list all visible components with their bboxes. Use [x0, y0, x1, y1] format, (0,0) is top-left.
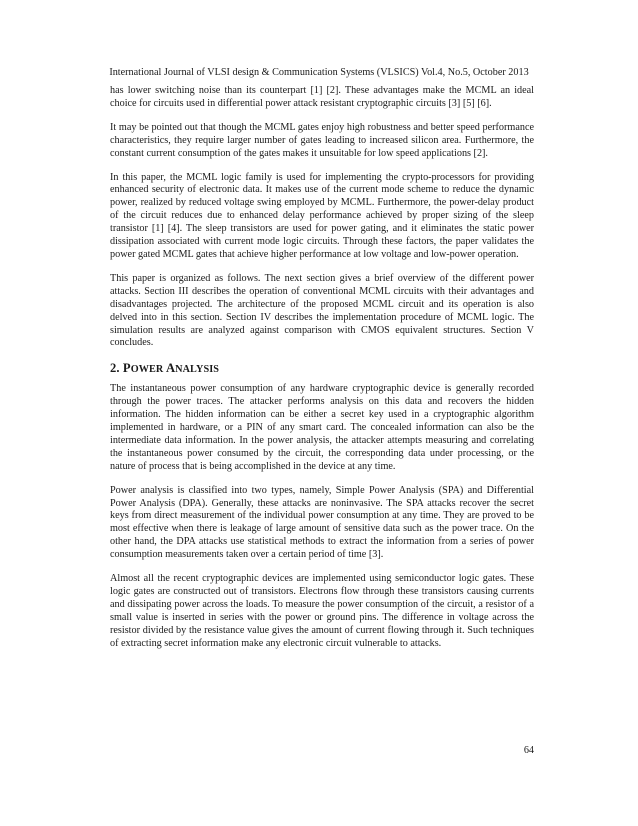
- heading-small-caps: OWER: [130, 364, 164, 376]
- running-header: International Journal of VLSI design & Communication Systems (VLSICS) Vol.4, No.5, October 2013: [109, 67, 529, 78]
- section-heading-power-analysis: [110, 361, 534, 377]
- body-paragraph: Almost all the recent cryptographic devices are implemented using semiconductor logic gates. These logic gates are constructed out of transistors. Electrons flow through these transistors causing currents and dissipating power across the loads. To measure the power consumption of the circuit, a resistor of a small value is inserted in series with the power or ground pins. The difference in voltage across the resistor divided by the resistance value gives the amount of current flowing through it. Such techniques of extracting secret information make any electronic circuit vulnerable to attacks.: [110, 573, 534, 649]
- body-paragraph: The instantaneous power consumption of any hardware cryptographic device is generally recorded through the power traces. The attacker performs analysis on this data and recovers the hidden information. The hidden information can be either a secret key used in a cryptographic algorithm implemented in hardware, or a PIN of any smart card. The concealed information can also be the intermediate data information. In the power analysis, the attacker attempts measuring and correlating the instantaneous power consumed by the circuit, the corresponding data under processing, or the nature of process that is being accomplished in the device at any time.: [110, 383, 534, 472]
- heading-initial: A: [165, 361, 176, 376]
- body-paragraph: has lower switching noise than its counterpart [1] [2]. These advantages make the MCML an ideal choice for circuits used in differential power attack resistant cryptographic circuits [3] [5] [6].: [110, 85, 534, 109]
- section-number: 2.: [110, 361, 120, 376]
- body-paragraph: In this paper, the MCML logic family is used for implementing the crypto-processors for providing enhanced security of electronic data. It makes use of the current mode scheme to reduce the dynamic power, realized by reduced voltage swing employed by MCML. Furthermore, the power-delay product of the circuit reduces due to enhanced delay performance achieved by proper sizing of the sleep transistor [1] [4]. The sleep transistors are used for power gating, and it eliminates the static power dissipation associated with current mode logic circuits. Through these factors, the paper validates the power gated MCML gates that achieve higher performance at low voltage and low-power operation.: [110, 171, 534, 260]
- body-paragraph: This paper is organized as follows. The next section gives a brief overview of the different power attacks. Section III describes the operation of conventional MCML circuits with their advantages and disadvantages projected. The architecture of the proposed MCML circuit and its operation is also delved into in this section. Section IV describes the implementation procedure of MCML logic. The simulation results are analyzed against comparison with CMOS equivalent structures. Section V concludes.: [110, 272, 534, 349]
- heading-initial: P: [122, 361, 131, 376]
- page-body: [110, 85, 534, 651]
- heading-small-caps: NALYSIS: [175, 364, 220, 376]
- body-paragraph: Power analysis is classified into two types, namely, Simple Power Analysis (SPA) and Differential Power Analysis (DPA). Generally, these attacks are noninvasive. The SPA attacks recover the secret keys from direct measurement of the individual power consumption at any time. They are proved to be most effective when there is leakage of large amount of sensitive data such as the power trace. On the other hand, the DPA attacks use statistical methods to extract the information from a series of power consumption measurements taken over a certain period of time [3].: [110, 484, 534, 561]
- page-number: 64: [523, 745, 534, 756]
- body-paragraph: It may be pointed out that though the MCML gates enjoy high robustness and better speed performance characteristics, they require larger number of gates leading to increased silicon area. Furthermore, the constant current consumption of the gates makes it unsuitable for low speed applications [2].: [110, 121, 534, 159]
